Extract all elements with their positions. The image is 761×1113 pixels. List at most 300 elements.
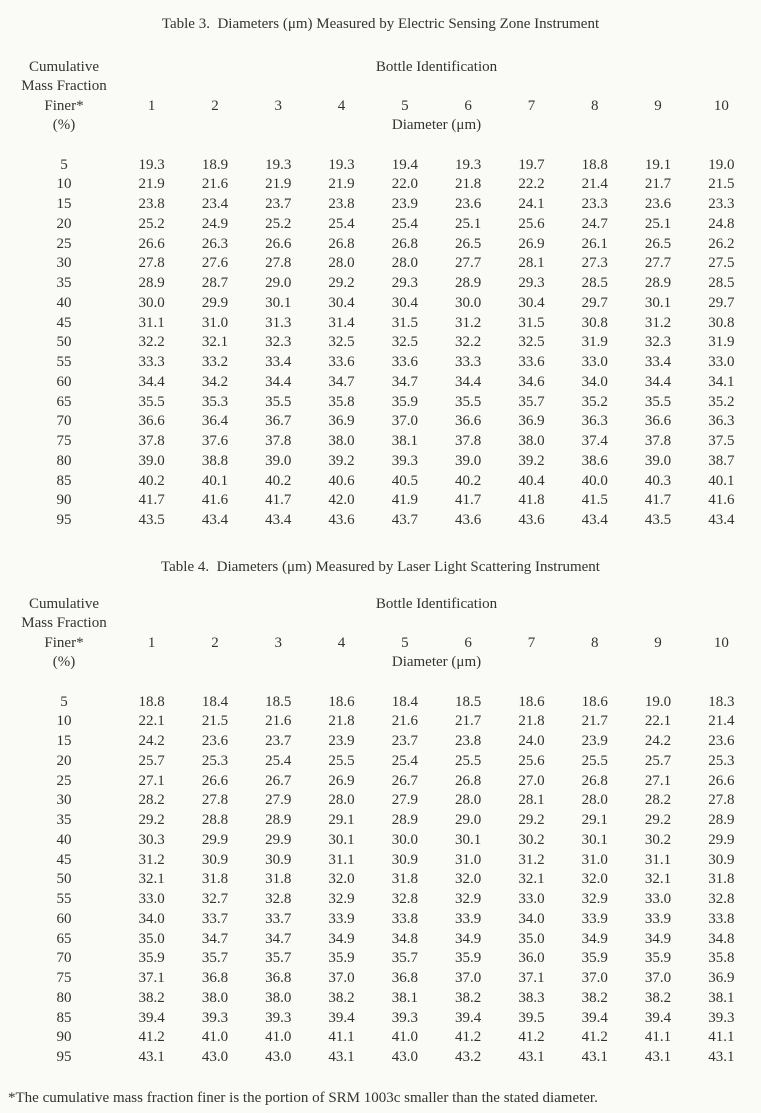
diameter-value: 31.2 — [644, 314, 672, 331]
diameter-value: 25.2 — [265, 215, 292, 232]
table-4-section — [8, 557, 753, 1068]
diameter-value: 32.0 — [328, 871, 355, 888]
diameter-value: 43.1 — [581, 1049, 608, 1065]
diameter-value: 35.5 — [644, 393, 672, 410]
table-row — [8, 851, 753, 871]
diameter-value: 41.0 — [265, 1029, 292, 1046]
diameter-value: 33.0 — [644, 891, 672, 907]
diameter-value: 43.1 — [708, 1049, 735, 1065]
bottle-id: 4 — [337, 97, 346, 114]
diameter-value: 23.6 — [644, 196, 672, 213]
diameter-value: 41.7 — [455, 492, 482, 509]
diameter-value: 29.1 — [581, 812, 608, 828]
diameter-value: 35.9 — [328, 950, 355, 967]
diameter-value: 31.2 — [518, 851, 545, 868]
diameter-value: 32.8 — [391, 891, 418, 907]
diameter-value: 34.8 — [391, 930, 418, 947]
bottle-id: 9 — [654, 634, 662, 651]
diameter-value: 32.5 — [391, 334, 418, 351]
percent-finer-value: 10 — [56, 176, 72, 193]
diameter-value: 22.1 — [644, 713, 672, 730]
diameter-value: 36.3 — [581, 413, 608, 430]
diameter-value: 38.2 — [455, 989, 482, 1006]
diameter-value: 28.8 — [201, 812, 229, 828]
diameter-value: 35.7 — [265, 950, 292, 967]
diameter-value: 26.6 — [708, 772, 735, 789]
header-row-2 — [8, 614, 753, 633]
diameter-value: 26.6 — [265, 235, 292, 252]
diameter-value: 35.9 — [455, 950, 482, 967]
diameter-value: 41.1 — [328, 1029, 355, 1046]
diameter-value: 36.6 — [138, 413, 165, 430]
diameter-value: 43.4 — [708, 512, 735, 529]
diameter-value: 22.0 — [391, 176, 418, 193]
diameter-value: 38.2 — [328, 989, 355, 1006]
diameter-value: 26.6 — [138, 235, 165, 252]
diameter-value: 32.8 — [265, 891, 292, 907]
diameter-value: 29.3 — [391, 275, 418, 292]
table-row — [8, 472, 753, 492]
diameter-value: 30.1 — [581, 831, 608, 848]
table-row — [8, 989, 753, 1009]
diameter-value: 25.7 — [644, 752, 672, 769]
table-row — [8, 235, 753, 255]
diameter-value: 23.3 — [581, 196, 608, 213]
table-row — [8, 890, 753, 910]
bottle-id: 10 — [713, 97, 729, 114]
diameter-value: 41.2 — [518, 1029, 545, 1046]
diameter-value: 41.1 — [644, 1029, 672, 1046]
diameter-value: 33.8 — [708, 910, 735, 927]
diameter-value: 35.2 — [581, 393, 608, 410]
diameter-value: 31.4 — [328, 314, 355, 331]
diameter-value: 23.8 — [328, 196, 355, 213]
diameter-value: 30.4 — [328, 294, 355, 311]
diameter-value: 19.3 — [455, 156, 482, 173]
percent-finer-value: 60 — [56, 373, 72, 390]
percent-finer-value: 5 — [60, 156, 68, 173]
diameter-value: 23.3 — [708, 196, 735, 213]
diameter-value: 21.5 — [708, 176, 735, 193]
diameter-value: 27.7 — [455, 255, 482, 272]
diameter-value: 31.1 — [138, 314, 165, 331]
diameter-value: 34.7 — [265, 930, 292, 947]
table-row — [8, 772, 753, 792]
table-row — [8, 156, 753, 176]
diameter-value: 25.3 — [201, 752, 229, 769]
diameter-value: 24.2 — [644, 733, 672, 749]
bottle-id: 9 — [654, 97, 662, 114]
diameter-value: 32.1 — [201, 334, 229, 351]
diameter-value: 27.6 — [201, 255, 229, 272]
diameter-value: 18.8 — [581, 156, 608, 173]
diameter-value: 19.7 — [518, 156, 545, 173]
diameter-value: 33.9 — [644, 910, 672, 927]
diameter-value: 29.1 — [328, 812, 355, 828]
diameter-value: 38.8 — [201, 452, 229, 469]
diameter-value: 34.1 — [708, 373, 735, 390]
diameter-value: 35.9 — [138, 950, 165, 967]
table-3-title: Table 3. Diameters (μm) Measured by Electric Sensing Zone Instrument — [161, 16, 600, 32]
diameter-value: 36.3 — [708, 413, 735, 430]
bottle-id: 1 — [147, 634, 156, 651]
diameter-value: 30.3 — [138, 831, 165, 848]
diameter-value: 23.8 — [138, 196, 165, 213]
diameter-value: 39.2 — [328, 452, 355, 469]
diameter-value: 28.0 — [455, 792, 482, 809]
diameter-value: 23.9 — [391, 196, 418, 213]
diameter-value: 32.7 — [201, 891, 229, 907]
diameter-value: 31.2 — [138, 851, 165, 868]
diameter-value: 33.6 — [518, 354, 545, 371]
diameter-value: 30.2 — [518, 831, 545, 848]
diameter-value: 18.6 — [518, 693, 545, 710]
diameter-value: 27.7 — [644, 255, 672, 272]
diameter-value: 40.0 — [581, 472, 608, 489]
diameter-value: 23.6 — [455, 196, 482, 213]
diameter-value: 28.5 — [581, 275, 608, 292]
diameter-value: 38.1 — [391, 433, 418, 450]
percent-finer-value: 45 — [56, 851, 72, 868]
diameter-value: 33.0 — [581, 354, 608, 371]
diameter-value: 39.4 — [581, 1009, 608, 1026]
diameter-value: 19.1 — [644, 156, 672, 173]
diameter-value: 35.9 — [391, 393, 418, 410]
diameter-value: 25.5 — [581, 752, 608, 769]
table-row — [8, 254, 753, 274]
diameter-value: 34.9 — [644, 930, 672, 947]
diameter-value: 33.8 — [391, 910, 418, 927]
diameter-value: 32.2 — [455, 334, 482, 351]
diameter-value: 30.9 — [201, 851, 229, 868]
diameter-value: 37.0 — [581, 970, 608, 986]
table-row — [8, 752, 753, 772]
diameter-value: 24.8 — [708, 215, 735, 232]
diameter-value: 19.4 — [391, 156, 418, 173]
table-row — [8, 1009, 753, 1029]
diameter-value: 41.9 — [391, 492, 418, 509]
diameter-value: 30.1 — [455, 831, 482, 848]
diameter-unit-header: Diameter (μm) — [391, 117, 482, 134]
table-body — [8, 156, 753, 531]
diameter-value: 33.9 — [328, 910, 355, 927]
diameter-value: 29.9 — [201, 831, 229, 848]
diameter-value: 23.9 — [581, 733, 608, 749]
diameter-value: 28.0 — [328, 255, 355, 272]
diameter-value: 23.9 — [328, 733, 355, 749]
diameter-value: 27.8 — [265, 255, 292, 272]
diameter-value: 33.0 — [138, 891, 165, 907]
diameter-value: 36.8 — [201, 970, 229, 986]
percent-finer-value: 65 — [56, 930, 72, 947]
diameter-value: 26.9 — [328, 772, 355, 789]
diameter-value: 39.5 — [518, 1009, 545, 1026]
diameter-value: 26.8 — [455, 772, 482, 789]
diameter-value: 30.9 — [391, 851, 418, 868]
table-row — [8, 1028, 753, 1048]
percent-finer-value: 50 — [56, 334, 72, 351]
diameter-value: 43.5 — [138, 512, 165, 529]
diameter-value: 29.9 — [708, 831, 735, 848]
diameter-value: 32.1 — [518, 871, 545, 888]
diameter-value: 30.0 — [391, 831, 418, 848]
diameter-value: 34.8 — [708, 930, 735, 947]
row-header-line-2: Mass Fraction — [21, 78, 107, 95]
diameter-value: 23.6 — [201, 733, 229, 749]
diameter-value: 43.6 — [328, 512, 355, 529]
diameter-value: 34.4 — [644, 373, 672, 390]
diameter-value: 31.5 — [391, 314, 418, 331]
diameter-value: 33.9 — [581, 910, 608, 927]
diameter-value: 35.5 — [265, 393, 292, 410]
diameter-value: 43.0 — [201, 1049, 229, 1065]
percent-finer-value: 25 — [56, 235, 72, 252]
diameter-value: 31.9 — [708, 334, 735, 351]
diameter-value: 39.0 — [138, 452, 165, 469]
diameter-value: 37.4 — [581, 433, 608, 450]
diameter-value: 43.1 — [328, 1049, 355, 1065]
diameter-value: 40.2 — [455, 472, 482, 489]
diameter-value: 21.5 — [201, 713, 229, 730]
diameter-value: 35.2 — [708, 393, 735, 410]
diameter-value: 28.9 — [455, 275, 482, 292]
bottle-id-row — [8, 634, 753, 653]
diameter-value: 35.7 — [201, 950, 229, 967]
diameter-value: 36.8 — [391, 970, 418, 986]
diameter-value: 36.6 — [644, 413, 672, 430]
diameter-value: 25.4 — [391, 752, 418, 769]
diameter-value: 21.7 — [644, 176, 672, 193]
percent-finer-value: 25 — [56, 772, 72, 789]
diameter-value: 21.4 — [708, 713, 735, 730]
diameter-value: 41.0 — [391, 1029, 418, 1046]
diameter-value: 28.9 — [708, 812, 735, 828]
diameter-value: 39.4 — [328, 1009, 355, 1026]
diameter-value: 39.3 — [391, 452, 418, 469]
diameter-value: 36.6 — [455, 413, 482, 430]
diameter-value: 40.1 — [708, 472, 735, 489]
bottle-id: 3 — [274, 97, 282, 114]
diameter-value: 27.9 — [265, 792, 292, 809]
percent-finer-value: 50 — [56, 871, 72, 888]
bottle-id: 4 — [337, 634, 346, 651]
diameter-value: 25.5 — [328, 752, 355, 769]
diameter-value: 30.9 — [265, 851, 292, 868]
table-row — [8, 831, 753, 851]
diameter-value: 28.0 — [328, 792, 355, 809]
diameter-value: 21.9 — [138, 176, 165, 193]
diameter-value: 32.1 — [138, 871, 165, 888]
diameter-value: 37.0 — [328, 970, 355, 986]
diameter-value: 26.8 — [391, 235, 418, 252]
diameter-value: 31.2 — [455, 314, 482, 331]
diameter-value: 25.7 — [138, 752, 165, 769]
diameter-value: 21.9 — [328, 176, 355, 193]
table-row — [8, 373, 753, 393]
diameter-value: 28.0 — [581, 792, 608, 809]
diameter-value: 21.7 — [455, 713, 482, 730]
diameter-value: 37.8 — [644, 433, 672, 450]
diameter-value: 34.7 — [391, 373, 418, 390]
diameter-value: 38.1 — [708, 989, 735, 1006]
diameter-value: 40.3 — [644, 472, 672, 489]
diameter-value: 33.6 — [328, 354, 355, 371]
percent-finer-value: 60 — [56, 910, 72, 927]
diameter-value: 25.1 — [455, 215, 482, 232]
percent-finer-value: 75 — [56, 970, 72, 986]
table-row — [8, 811, 753, 831]
diameter-value: 41.2 — [138, 1029, 165, 1046]
percent-finer-value: 40 — [56, 294, 72, 311]
diameter-value: 34.0 — [518, 910, 545, 927]
diameter-value: 28.2 — [644, 792, 672, 809]
percent-finer-value: 30 — [56, 255, 72, 272]
diameter-value: 41.2 — [581, 1029, 608, 1046]
bottle-identification-header: Bottle Identification — [375, 595, 498, 612]
diameter-value: 19.0 — [708, 156, 735, 173]
diameter-value: 43.0 — [265, 1049, 292, 1065]
table-3-header — [8, 58, 753, 136]
diameter-value: 41.2 — [455, 1029, 482, 1046]
bottle-id: 6 — [464, 97, 472, 114]
diameter-value: 32.5 — [328, 334, 355, 351]
diameter-value: 32.0 — [581, 871, 608, 888]
percent-finer-value: 95 — [56, 512, 72, 529]
diameter-value: 23.7 — [265, 733, 292, 749]
percent-finer-value: 75 — [56, 433, 72, 450]
bottle-id: 1 — [147, 97, 156, 114]
diameter-value: 37.1 — [518, 970, 545, 986]
diameter-value: 38.2 — [138, 989, 165, 1006]
diameter-value: 28.0 — [391, 255, 418, 272]
diameter-value: 24.0 — [518, 733, 545, 749]
diameter-value: 34.0 — [138, 910, 165, 927]
table-4-title: Table 4. Diameters (μm) Measured by Laser Light Scattering Instrument — [161, 558, 600, 575]
table-body — [8, 693, 753, 1068]
table-row — [8, 314, 753, 334]
row-header-line-3: Finer* — [44, 634, 84, 651]
header-row-1 — [8, 58, 753, 77]
diameter-value: 40.5 — [391, 472, 418, 489]
diameter-value: 30.1 — [328, 831, 355, 848]
diameter-value: 18.6 — [328, 693, 355, 710]
header-row-4 — [8, 116, 753, 135]
bottle-id-row — [8, 97, 753, 116]
diameter-value: 43.1 — [644, 1049, 672, 1065]
diameter-value: 34.4 — [265, 373, 292, 390]
diameter-value: 43.4 — [581, 512, 608, 529]
diameter-value: 38.6 — [581, 452, 608, 469]
footnote: *The cumulative mass fraction finer is the portion of SRM 1003c smaller than the stated diameter. — [8, 1089, 598, 1106]
diameter-value: 21.7 — [581, 713, 608, 730]
diameter-value: 34.4 — [138, 373, 165, 390]
diameter-value: 41.7 — [138, 492, 165, 509]
diameter-value: 26.1 — [581, 235, 608, 252]
diameter-value: 30.1 — [265, 294, 292, 311]
diameter-value: 25.2 — [138, 215, 165, 232]
diameter-value: 37.0 — [455, 970, 482, 986]
diameter-value: 29.9 — [201, 294, 229, 311]
diameter-value: 25.4 — [328, 215, 355, 232]
header-row-4 — [8, 653, 753, 672]
percent-finer-value: 30 — [56, 792, 72, 809]
diameter-value: 23.4 — [201, 196, 229, 213]
diameter-value: 26.7 — [265, 772, 292, 789]
diameter-value: 32.1 — [644, 871, 672, 888]
diameter-value: 27.1 — [644, 772, 672, 789]
percent-finer-value: 85 — [56, 1009, 72, 1026]
percent-finer-value: 70 — [56, 950, 72, 967]
diameter-value: 21.9 — [265, 176, 292, 193]
diameter-value: 19.0 — [644, 693, 672, 710]
diameter-value: 39.0 — [644, 452, 672, 469]
diameter-value: 38.2 — [581, 989, 608, 1006]
diameter-value: 24.7 — [581, 215, 608, 232]
diameter-value: 21.8 — [518, 713, 545, 730]
diameter-value: 43.1 — [138, 1049, 165, 1065]
table-row — [8, 910, 753, 930]
diameter-value: 25.5 — [455, 752, 482, 769]
diameter-value: 25.6 — [518, 752, 545, 769]
table-row — [8, 712, 753, 732]
diameter-value: 32.9 — [328, 891, 355, 907]
diameter-value: 21.6 — [265, 713, 292, 730]
diameter-value: 26.3 — [201, 235, 229, 252]
diameter-value: 38.7 — [708, 452, 735, 469]
percent-finer-value: 40 — [56, 831, 72, 848]
diameter-value: 25.4 — [391, 215, 418, 232]
diameter-value: 27.0 — [518, 772, 545, 789]
diameter-value: 18.3 — [708, 693, 735, 710]
diameter-value: 38.3 — [518, 989, 545, 1006]
diameter-value: 42.0 — [328, 492, 355, 509]
percent-finer-value: 70 — [56, 413, 72, 430]
diameter-value: 18.8 — [138, 693, 165, 710]
diameter-value: 39.4 — [644, 1009, 672, 1026]
diameter-value: 28.9 — [138, 275, 165, 292]
diameter-value: 18.4 — [201, 693, 229, 710]
diameter-value: 36.9 — [708, 970, 735, 986]
diameter-value: 39.4 — [138, 1009, 165, 1026]
diameter-value: 29.0 — [455, 812, 482, 828]
diameter-value: 36.9 — [328, 413, 355, 430]
diameter-value: 31.1 — [644, 851, 672, 868]
diameter-value: 32.9 — [455, 891, 482, 907]
row-header-line-1: Cumulative — [29, 595, 99, 612]
row-header-line-1: Cumulative — [29, 59, 99, 75]
diameter-value: 43.6 — [518, 512, 545, 529]
diameter-value: 33.7 — [265, 910, 292, 927]
row-header-line-3: Finer* — [44, 97, 84, 114]
diameter-value: 38.0 — [518, 433, 545, 450]
percent-finer-value: 5 — [60, 693, 68, 710]
diameter-value: 35.0 — [518, 930, 545, 947]
diameter-value: 36.4 — [201, 413, 229, 430]
diameter-value: 33.3 — [455, 354, 482, 371]
diameter-value: 26.6 — [201, 772, 229, 789]
diameter-value: 31.5 — [518, 314, 545, 331]
diameter-value: 34.9 — [581, 930, 608, 947]
diameter-value: 33.6 — [391, 354, 418, 371]
diameter-value: 33.2 — [201, 354, 229, 371]
diameter-value: 18.9 — [201, 156, 229, 173]
diameter-value: 37.8 — [265, 433, 292, 450]
diameter-value: 31.3 — [265, 314, 292, 331]
percent-finer-value: 35 — [56, 275, 72, 292]
diameter-value: 30.0 — [455, 294, 482, 311]
diameter-value: 39.2 — [518, 452, 545, 469]
diameter-value: 26.9 — [518, 235, 545, 252]
